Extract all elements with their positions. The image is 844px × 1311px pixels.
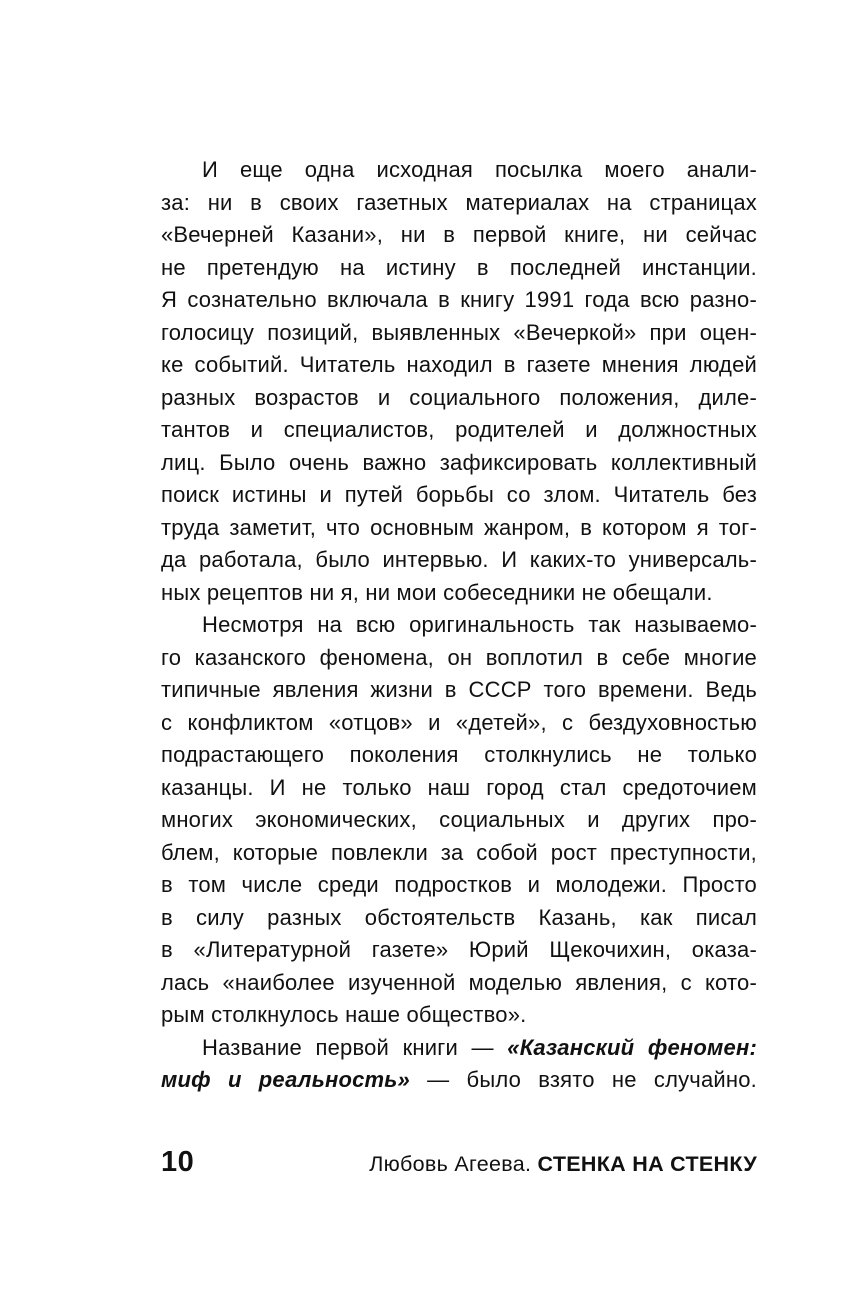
- book-title-emphasis: миф и реальность»: [161, 1067, 410, 1092]
- text-line: [161, 967, 757, 1000]
- page-footer: [161, 1146, 757, 1179]
- text-segment: голосицу позиций, выявленных «Вечеркой» при оцен-: [161, 319, 757, 345]
- page-number: 10: [161, 1146, 195, 1178]
- running-title: [369, 1152, 757, 1177]
- running-title-author: Любовь Агеева.: [369, 1152, 538, 1176]
- text-segment: с конфликтом «отцов» и «детей», с бездуховностью: [161, 709, 757, 735]
- page-text-block: [161, 154, 757, 1097]
- text-segment: за: ни в своих газетных материалах на страницах: [161, 189, 757, 215]
- text-line: [161, 382, 757, 415]
- text-line: [161, 642, 757, 675]
- text-line: [161, 414, 757, 447]
- text-line: [161, 837, 757, 870]
- text-line: [161, 902, 757, 935]
- text-line: [161, 349, 757, 382]
- text-line: [161, 772, 757, 805]
- text-line: [161, 544, 757, 577]
- text-line: [161, 154, 757, 187]
- text-line: [161, 479, 757, 512]
- text-line: [161, 1032, 757, 1065]
- text-segment: лась «наиболее изученной моделью явления, с кото-: [161, 969, 757, 995]
- text-segment: труда заметит, что основным жанром, в котором я тог-: [161, 514, 757, 540]
- text-line: [161, 999, 757, 1032]
- text-segment: казанцы. И не только наш город стал средоточием: [161, 774, 757, 800]
- text-line: [161, 739, 757, 772]
- text-line: [161, 512, 757, 545]
- text-line: [161, 284, 757, 317]
- text-segment: Название первой книги —: [202, 1034, 508, 1060]
- text-segment: Несмотря на всю оригинальность так называемо-: [202, 612, 757, 637]
- text-segment: типичные явления жизни в СССР того времени. Ведь: [161, 677, 757, 702]
- text-line: [161, 317, 757, 350]
- paragraph: [161, 609, 757, 1032]
- running-title-book: СТЕНКА НА СТЕНКУ: [537, 1152, 757, 1176]
- paragraph: [161, 1032, 757, 1097]
- text-line: [161, 577, 757, 610]
- text-segment: не претендую на истину в последней инстанции.: [161, 254, 757, 280]
- text-line: [161, 447, 757, 480]
- text-segment: лиц. Было очень важно зафиксировать коллективный: [161, 449, 757, 475]
- text-segment: разных возрастов и социального положения, диле-: [161, 384, 757, 410]
- text-line: [161, 219, 757, 252]
- text-line: [161, 674, 757, 707]
- text-line: [161, 187, 757, 220]
- text-segment: в том числе среди подростков и молодежи. Просто: [161, 872, 757, 897]
- text-segment: И еще одна исходная посылка моего анали-: [202, 157, 757, 182]
- book-title-emphasis: «Казанский феномен:: [507, 1034, 757, 1060]
- text-line: [161, 609, 757, 642]
- text-line: [161, 252, 757, 285]
- text-segment: в «Литературной газете» Юрий Щекочихин, оказа-: [161, 937, 757, 962]
- text-segment: подрастающего поколения столкнулись не только: [161, 742, 757, 767]
- text-segment: — было взято не случайно.: [409, 1067, 757, 1092]
- text-segment: «Вечерней Казани», ни в первой книге, ни сейчас: [161, 222, 757, 247]
- text-line: [161, 804, 757, 837]
- text-line: [161, 707, 757, 740]
- text-segment: рым столкнулось наше общество».: [161, 1002, 527, 1027]
- text-segment: ных рецептов ни я, ни мои собеседники не обещали.: [161, 579, 713, 605]
- text-segment: тантов и специалистов, родителей и должностных: [161, 417, 757, 442]
- text-line: [161, 1064, 757, 1097]
- text-segment: го казанского феномена, он воплотил в себе многие: [161, 644, 757, 670]
- text-line: [161, 869, 757, 902]
- text-segment: в силу разных обстоятельств Казань, как писал: [161, 904, 757, 930]
- text-segment: блем, которые повлекли за собой рост преступности,: [161, 839, 757, 865]
- text-segment: многих экономических, социальных и других про-: [161, 807, 757, 832]
- text-segment: да работала, было интервью. И каких-то универсаль-: [161, 547, 757, 572]
- text-segment: Я сознательно включала в книгу 1991 года всю разно-: [161, 287, 757, 312]
- text-segment: ке событий. Читатель находил в газете мнения людей: [161, 352, 757, 377]
- text-line: [161, 934, 757, 967]
- paragraph: [161, 154, 757, 609]
- text-segment: поиск истины и путей борьбы со злом. Читатель без: [161, 482, 757, 507]
